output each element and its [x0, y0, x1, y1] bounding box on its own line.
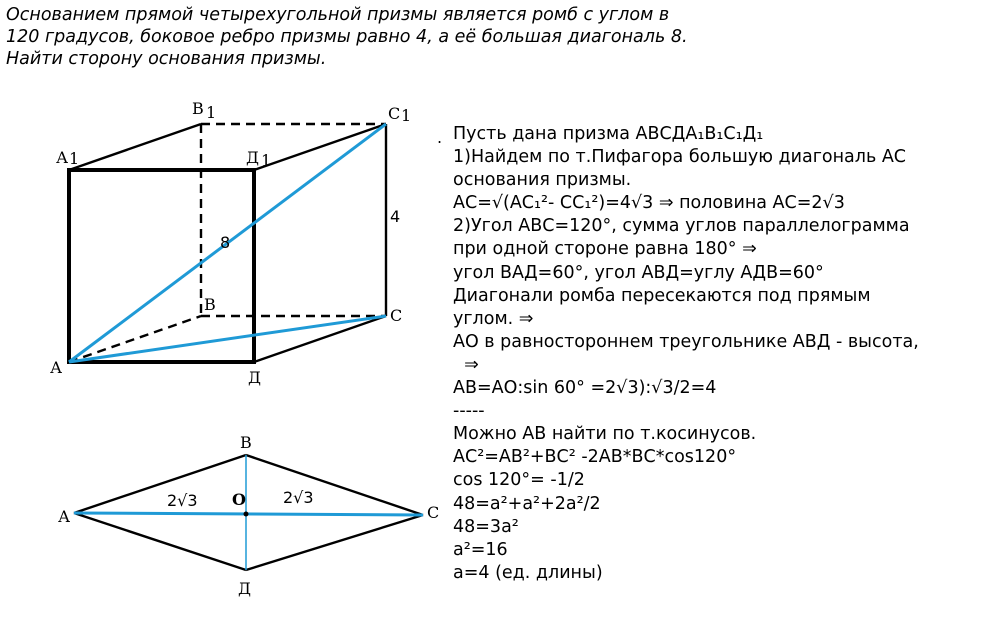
problem-line: Найти сторону основания призмы. — [6, 49, 327, 69]
solution-line: a=4 (ед. длины) — [453, 562, 603, 583]
rhombus-side-cd — [246, 515, 423, 570]
solution-line: Пусть дана призма АВСДА₁В₁С₁Д₁ — [453, 124, 764, 144]
half-diagonal-left-label: 2√3 — [167, 491, 198, 510]
diagonal-length-label: 8 — [220, 233, 231, 252]
rhombus-label-b: В — [240, 433, 252, 452]
prism-edge-ab-hidden — [69, 316, 201, 362]
solution-line: a²=16 — [453, 539, 508, 560]
stray-dot: . — [437, 128, 443, 147]
problem-line: Основанием прямой четырехугольной призмы является ромб с углом в — [6, 5, 670, 25]
solution-line: углом. ⇒ — [453, 308, 534, 329]
rhombus-label-d: Д — [238, 579, 252, 598]
vertex-label-b: В — [204, 295, 216, 314]
solution-line: основания призмы. — [453, 170, 632, 191]
solution-line: АС²=АВ²+ВС² -2АВ*ВС*cos120° — [453, 447, 737, 468]
rhombus-side-ab — [74, 455, 246, 513]
prism-figure — [50, 99, 411, 387]
vertex-label-a1-index: 1 — [69, 149, 80, 168]
vertex-label-c: С — [390, 306, 403, 325]
vertex-label-b1: В — [192, 99, 204, 118]
rhombus-center-point — [244, 512, 249, 517]
rhombus-label-a: А — [58, 507, 71, 526]
vertex-label-c1: С — [388, 104, 401, 123]
solution-line: 48=a²+a²+2a²/2 — [453, 493, 601, 514]
solution-text — [453, 123, 973, 585]
solution-line: 1)Найдем по т.Пифагора большую диагональ АС — [453, 147, 907, 168]
vertex-label-d: Д — [248, 368, 262, 387]
solution-line: ----- — [453, 401, 485, 422]
solution-line: 2)Угол АВС=120°, сумма углов параллелограмма — [453, 216, 910, 237]
solution-line: угол ВАД=60°, угол АВД=углу АДВ=60° — [453, 262, 824, 283]
vertex-label-b1-index: 1 — [206, 103, 217, 122]
solution-line: АВ=АО:sin 60° =2√3):√3/2=4 — [453, 378, 717, 399]
edge-length-label: 4 — [390, 207, 401, 226]
rhombus-label-o: О — [232, 490, 246, 509]
solution-line: 48=3a² — [453, 516, 519, 537]
prism-edge-d1c1 — [254, 124, 386, 170]
solution-line: cos 120°= -1/2 — [453, 470, 585, 491]
vertex-label-d1-index: 1 — [261, 151, 272, 170]
solution-line: Можно АВ найти по т.косинусов. — [453, 424, 757, 445]
prism-front-face — [69, 170, 254, 362]
half-diagonal-right-label: 2√3 — [283, 488, 314, 507]
rhombus-side-bc — [246, 455, 423, 515]
solution-line: Диагонали ромба пересекаются под прямым — [453, 285, 871, 306]
prism-edge-dc — [254, 316, 386, 362]
vertex-label-a: А — [50, 358, 63, 377]
prism-edge-a1b1 — [69, 124, 201, 170]
problem-line: 120 градусов, боковое ребро призмы равно 4, а её большая диагональ 8. — [6, 27, 688, 47]
solution-line: ⇒ — [453, 354, 479, 375]
solution-line: при одной стороне равна 180° ⇒ — [453, 239, 757, 260]
vertex-label-a1: А — [56, 148, 69, 167]
vertex-label-d1: Д — [246, 148, 260, 167]
solution-line: АС=√(АС₁²- СС₁²)=4√3 ⇒ половина АС=2√3 — [453, 193, 845, 214]
rhombus-figure — [58, 433, 439, 598]
solution-line: АО в равностороннем треугольнике АВД - высота, — [453, 331, 919, 352]
vertex-label-c1-index: 1 — [401, 106, 412, 125]
rhombus-label-c: С — [427, 503, 440, 522]
rhombus-side-da — [74, 513, 246, 570]
prism-base-diagonal-ac — [69, 316, 386, 362]
